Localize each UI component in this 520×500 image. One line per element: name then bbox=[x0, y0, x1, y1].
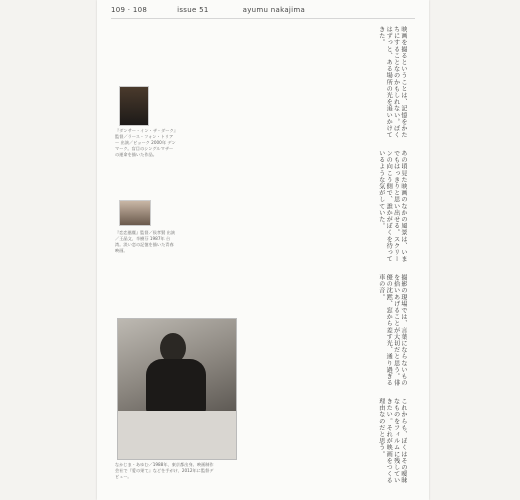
article-text-block: これからも、ぼくはその曖昧なものをフィルムに残していきたい。それが映画をつくる理由なのだと思う。 bbox=[377, 398, 407, 484]
author-name: ayumu nakajima bbox=[242, 6, 306, 14]
page-numbers: 109 · 108 bbox=[111, 6, 148, 14]
magazine-page bbox=[97, 0, 429, 500]
article-text-block: あの頃見た映画のなかの風景は、いまでもはっきりと思い出せる。スクリーンの向こう側で、誰かがぼくを待っているような気がしていた。 bbox=[377, 150, 407, 263]
page-header bbox=[111, 6, 415, 16]
author-bio-caption: なかじま・あゆむ／1988年、東京都出身。映画制作会社で『愛の果て』などを手がけ、2012年に監督デビュー。 bbox=[115, 462, 214, 479]
author-portrait-photo bbox=[117, 318, 237, 460]
film-caption: 『恋恋風塵』監督／侯孝賢 出演／王晶文、辛樹芬 1987年 台湾。淡い恋の記憶を描いた青春映画。 bbox=[115, 230, 175, 253]
film-poster-thumbnail bbox=[119, 86, 149, 126]
header-rule bbox=[111, 18, 415, 19]
portrait-body bbox=[146, 359, 206, 413]
portrait-table bbox=[118, 411, 236, 459]
film-caption: 『ダンサー・イン・ザ・ダーク』監督／ラース・フォン・トリアー 出演／ビョーク 2000年 デンマーク。盲目のシングルマザーの運命を描いた作品。 bbox=[115, 128, 176, 157]
article-text-block: 映画を撮るということは、記憶をかたちにすることなのかもしれない。ぼくはずっと、ある場所の光を追いかけてきた。 bbox=[377, 26, 407, 139]
film-poster-thumbnail bbox=[119, 200, 151, 226]
article-text-block: 撮影の現場では、言葉にならないものを拾いあげることが大切だと思う。俳優の沈黙、窓から差す光、通り過ぎる車の音。 bbox=[377, 274, 407, 387]
issue-label: issue 51 bbox=[177, 6, 209, 14]
